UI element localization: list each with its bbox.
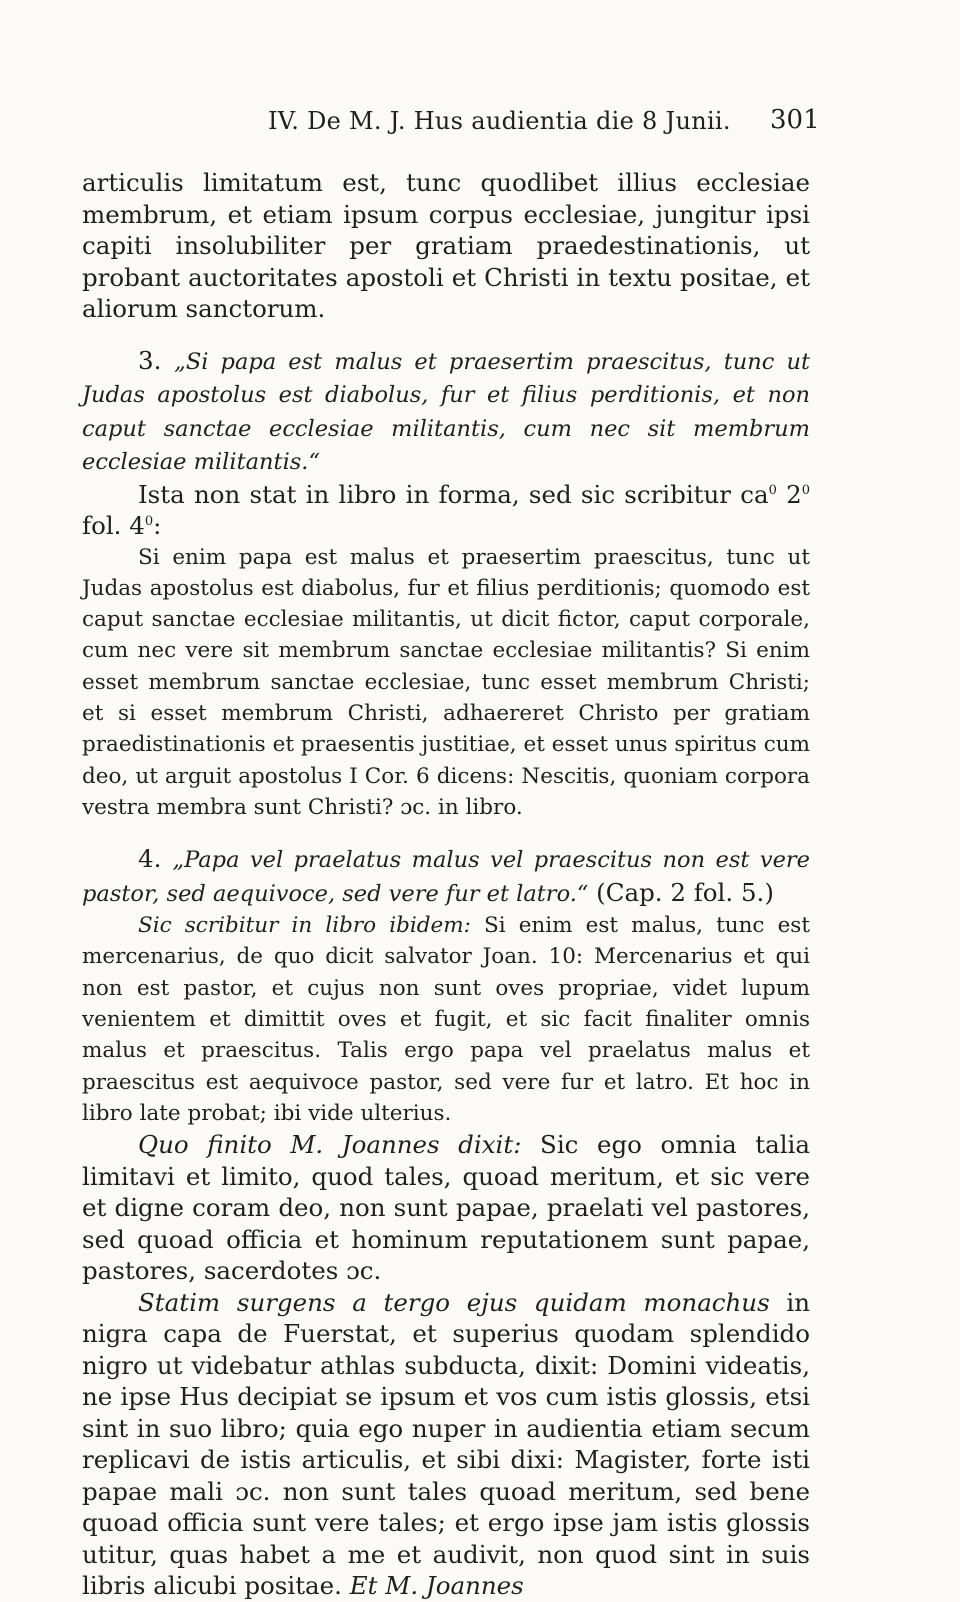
note-text: : <box>153 511 162 540</box>
running-head: IV. De M. J. Hus audientia die 8 Junii. <box>268 107 731 135</box>
page-number: 301 <box>770 105 820 135</box>
article-3-number: 3. <box>138 345 162 375</box>
statim-tail: Et M. Joannes <box>349 1571 524 1601</box>
article-4-quote-text: „Papa vel praelatus malus vel praescitus non est vere pastor, sed aequivoce, sed vere fur et latro.“ <box>82 847 810 907</box>
article-3-quote-text: „Si papa est malus et praesertim praescitus, tunc ut Judas apostolus est diabolus, fur et filius perditionis, et non caput sanctae ecclesiae militantis, cum nec sit membrum ecclesiae militantis.“ <box>82 348 810 475</box>
note-text: Ista non stat in libro in forma, sed sic scribitur ca <box>138 479 769 509</box>
note-superscript: 0 <box>801 482 810 498</box>
note-superscript: 0 <box>144 513 154 529</box>
paragraph-continuation: articulis limitatum est, tunc quodlibet illius ecclesiae membrum, et etiam ipsum corpus ecclesiae, jungitur ipsi capiti insolubiliter per gratiam praedestinationis, ut probant auctoritates apostoli et Christi in textu positae, et aliorum sanctorum. <box>82 168 810 323</box>
article-3-book-text: Si enim papa est malus et praesertim praescitus, tunc ut Judas apostolus est diabolus, fur et filius perditionis; quomodo est caput sanctae ecclesiae militantis, ut dicit fictor, caput corporale, cum nec vere sit membrum sanctae ecclesiae militantis? Si enim esset membrum sanctae ecclesiae, tunc esset membrum Christi; et si esset membrum Christi, adhaereret Christo per gratiam praedistinationis et praesentis justitiae, et esset unus spiritus cum deo, ut arguit apostolus I Cor. 6 dicens: Nescitis, quoniam corpora vestra membra sunt Christi? ɔc. in libro. <box>82 544 810 820</box>
article-4-text: Si enim est malus, tunc est mercenarius, de quo dicit salvator Joan. 10: Mercenarius et qui non est pastor, et cujus non sunt oves propriae, videt lupum venientem et dimittit oves et fugit, et sic facit finaliter omnis malus et praescitus. Talis ergo papa vel praelatus malus et praescitus est aequivoce pastor, sed vere fur et latro. Et hoc in libro late probat; ibi vide ulterius. <box>82 913 810 1126</box>
article-4-reference: (Cap. 2 fol. 5.) <box>588 877 774 907</box>
article-3-note <box>82 479 810 542</box>
page-body <box>82 167 810 1602</box>
note-text: 2 <box>776 479 802 509</box>
article-3-quote <box>82 345 810 479</box>
paragraph-quo-finito <box>82 1129 810 1287</box>
article-4-number: 4. <box>138 844 162 874</box>
statim-text: in nigra capa de Fuerstat, et superius quodam splendido nigro ut videbatur athlas subducta, dixit: Domini videatis, ne ipse Hus decipiat se ipsum et vos cum istis glossis, etsi sint in suo libro; quia ego nuper in audientia etiam secum replicavi de istis articulis, et sibi dixi: Magister, forte isti papae mali ɔc. non sunt tales quoad meritum, sed bene quoad officia sunt vere tales; et ergo ipse jam istis glossis utitur, quas habet a me et audivit, non quod sint in suis libris alicubi positae. <box>82 1287 811 1601</box>
page-header <box>0 103 960 143</box>
article-4-quote <box>82 843 810 910</box>
paragraph-statim <box>82 1287 810 1602</box>
quo-finito-lead: Quo finito M. Joannes dixit: <box>138 1130 522 1160</box>
statim-lead: Statim surgens a tergo ejus quidam monachus <box>138 1287 770 1317</box>
article-4-lead: Sic scribitur in libro ibidem: <box>138 913 471 939</box>
note-superscript: 0 <box>768 482 777 498</box>
article-4-book-text <box>82 910 810 1129</box>
note-text: fol. 4 <box>82 511 145 540</box>
quo-finito-text: Sic ego omnia talia limitavi et limito, quod tales, quoad meritum, et sic vere et digne coram deo, non sunt papae, praelati vel pastores, sed quoad officia et hominum reputationem sunt papae, pastores, sacerdotes ɔc. <box>82 1130 810 1286</box>
